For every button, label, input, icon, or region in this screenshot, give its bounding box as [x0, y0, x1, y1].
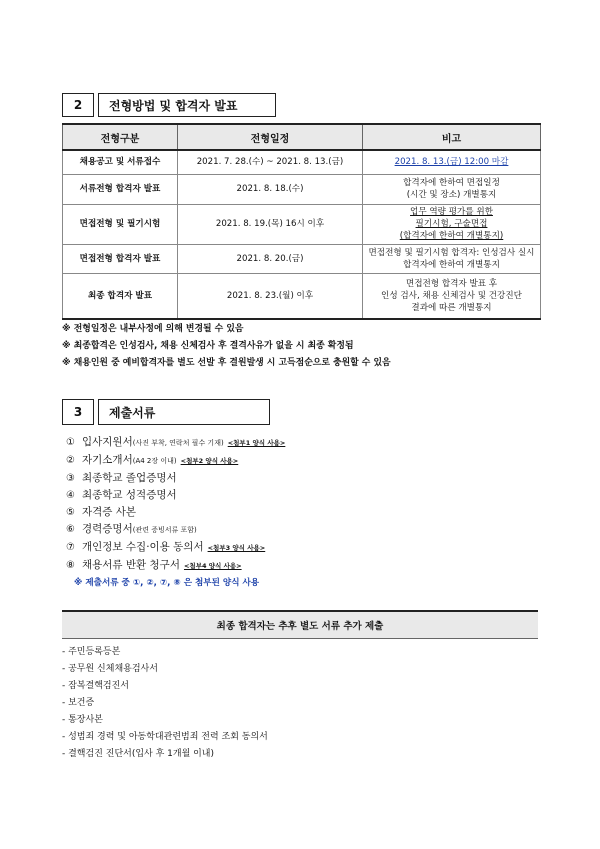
section-number: 3	[62, 399, 94, 425]
item-text: 채용서류 반환 청구서	[82, 559, 180, 571]
item-number: ⑤	[66, 507, 75, 518]
item-text: 자기소개서	[82, 454, 133, 466]
table-header: 전형일정	[178, 124, 363, 150]
attachment-note: <첨부4 양식 사용>	[183, 562, 242, 570]
deadline-text: 2021. 8. 13.(금) 12:00 마감	[394, 157, 509, 168]
list-item	[66, 504, 285, 521]
note-cell	[363, 204, 541, 244]
note-line: (합격자에 한하여 개별통지)	[399, 231, 504, 241]
note-line: 합격자에 한하여 면접일정	[403, 178, 500, 188]
item-detail: (A4 2장 이내)	[132, 457, 177, 465]
list-item	[66, 521, 285, 539]
document-note	[66, 575, 285, 592]
list-item: - 성범죄 경력 및 아동학대관련범죄 전력 조회 동의서	[62, 732, 268, 742]
item-text: 개인정보 수집·이용 동의서	[82, 541, 204, 553]
section-title: 전형방법 및 합격자 발표	[98, 93, 276, 117]
list-item	[66, 557, 285, 575]
schedule-cell: 2021. 8. 23.(월) 이후	[178, 273, 363, 319]
section-3-header	[62, 399, 270, 425]
note-cell	[363, 244, 541, 273]
list-item: - 통장사본	[62, 715, 103, 725]
note-line: 인성 검사, 채용 신체검사 및 건강진단	[381, 290, 522, 301]
item-number: ②	[66, 455, 75, 466]
item-text: 입사지원서	[82, 436, 133, 448]
note-line: 면접전형 및 필기시험 합격자: 인성검사 실시	[368, 247, 535, 258]
note-line: (시간 및 장소) 개별통지	[406, 190, 497, 200]
table-header: 비고	[363, 124, 541, 150]
note-text: ※ 전형일정은 내부사정에 의해 변경될 수 있음	[62, 324, 244, 334]
item-number: ③	[66, 473, 75, 484]
item-number: ⑥	[66, 524, 75, 535]
table-row	[63, 174, 541, 204]
final-docs-list	[62, 644, 268, 763]
list-item	[66, 539, 285, 557]
note-line: 면접전형 합격자 발표 후	[405, 278, 498, 289]
table-row	[63, 204, 541, 244]
schedule-cell: 2021. 8. 20.(금)	[178, 244, 363, 273]
note-line: 결과에 따른 개별통지	[411, 302, 492, 313]
final-docs-banner	[62, 610, 538, 639]
schedule-table	[62, 123, 541, 320]
table-row	[63, 244, 541, 273]
item-text: 자격증 사본	[82, 506, 137, 518]
section-number: 2	[62, 93, 94, 117]
table-row	[63, 273, 541, 319]
section-title: 제출서류	[98, 399, 270, 425]
item-text: 경력증명서	[82, 523, 133, 535]
item-detail: (사진 부착, 연락처 필수 기재)	[132, 439, 224, 447]
attachment-note: <첨부2 양식 사용>	[180, 457, 239, 465]
attachment-note: <첨부1 양식 사용>	[227, 439, 286, 447]
schedule-cell: 2021. 7. 28.(수) ~ 2021. 8. 13.(금)	[178, 150, 363, 174]
list-item: - 결핵검진 진단서(입사 후 1개월 이내)	[62, 749, 215, 759]
note-text: ※ 최종합격은 인성검사, 채용 신체검사 후 결격사유가 없을 시 최종 확정됨	[62, 341, 354, 351]
list-item: - 주민등록등본	[62, 647, 121, 657]
note-line: 필기시험, 구술면접	[415, 219, 488, 229]
document-list	[66, 434, 285, 592]
note-cell	[363, 150, 541, 174]
final-docs-title: 최종 합격자는 추후 별도 서류 추가 제출	[216, 621, 384, 632]
stage-cell: 최종 합격자 발표	[63, 273, 178, 319]
schedule-cell: 2021. 8. 18.(수)	[178, 174, 363, 204]
note-line: 업무 역량 평가를 위한	[410, 207, 493, 217]
item-number: ①	[66, 437, 75, 448]
table-row	[63, 150, 541, 174]
schedule-cell: 2021. 8. 19.(목) 16시 이후	[178, 204, 363, 244]
note-text: ※ 채용인원 중 예비합격자를 별도 선발 후 결원발생 시 고득점순으로 충원할 수 있음	[62, 358, 391, 368]
note-line: 합격자에 한하여 개별통지	[403, 259, 500, 270]
note-cell	[363, 174, 541, 204]
list-item	[66, 452, 285, 470]
document-note-text: ※ 제출서류 중 ①, ②, ⑦, ⑧ 은 첨부된 양식 사용	[74, 578, 260, 588]
item-number: ⑧	[66, 560, 75, 571]
stage-cell: 면접전형 합격자 발표	[63, 244, 178, 273]
table-header: 전형구분	[63, 124, 178, 150]
attachment-note: <첨부3 양식 사용>	[207, 544, 266, 552]
section-2-header	[62, 93, 276, 117]
item-number: ④	[66, 490, 75, 501]
stage-cell: 서류전형 합격자 발표	[63, 174, 178, 204]
list-item	[66, 470, 285, 487]
table-header-row	[63, 124, 541, 150]
item-number: ⑦	[66, 542, 75, 553]
list-item: - 공무원 신체채용검사서	[62, 664, 158, 674]
stage-cell: 채용공고 및 서류접수	[63, 150, 178, 174]
item-text: 최종학교 졸업증명서	[82, 472, 177, 484]
stage-cell: 면접전형 및 필기시험	[63, 204, 178, 244]
item-text: 최종학교 성적증명서	[82, 489, 177, 501]
schedule-notes	[62, 321, 391, 372]
item-detail: (관련 증빙서류 포함)	[132, 526, 197, 534]
list-item: - 잠복결핵검진서	[62, 681, 129, 691]
list-item: - 보건증	[62, 698, 95, 708]
list-item	[66, 487, 285, 504]
note-cell	[363, 273, 541, 319]
list-item	[66, 434, 285, 452]
